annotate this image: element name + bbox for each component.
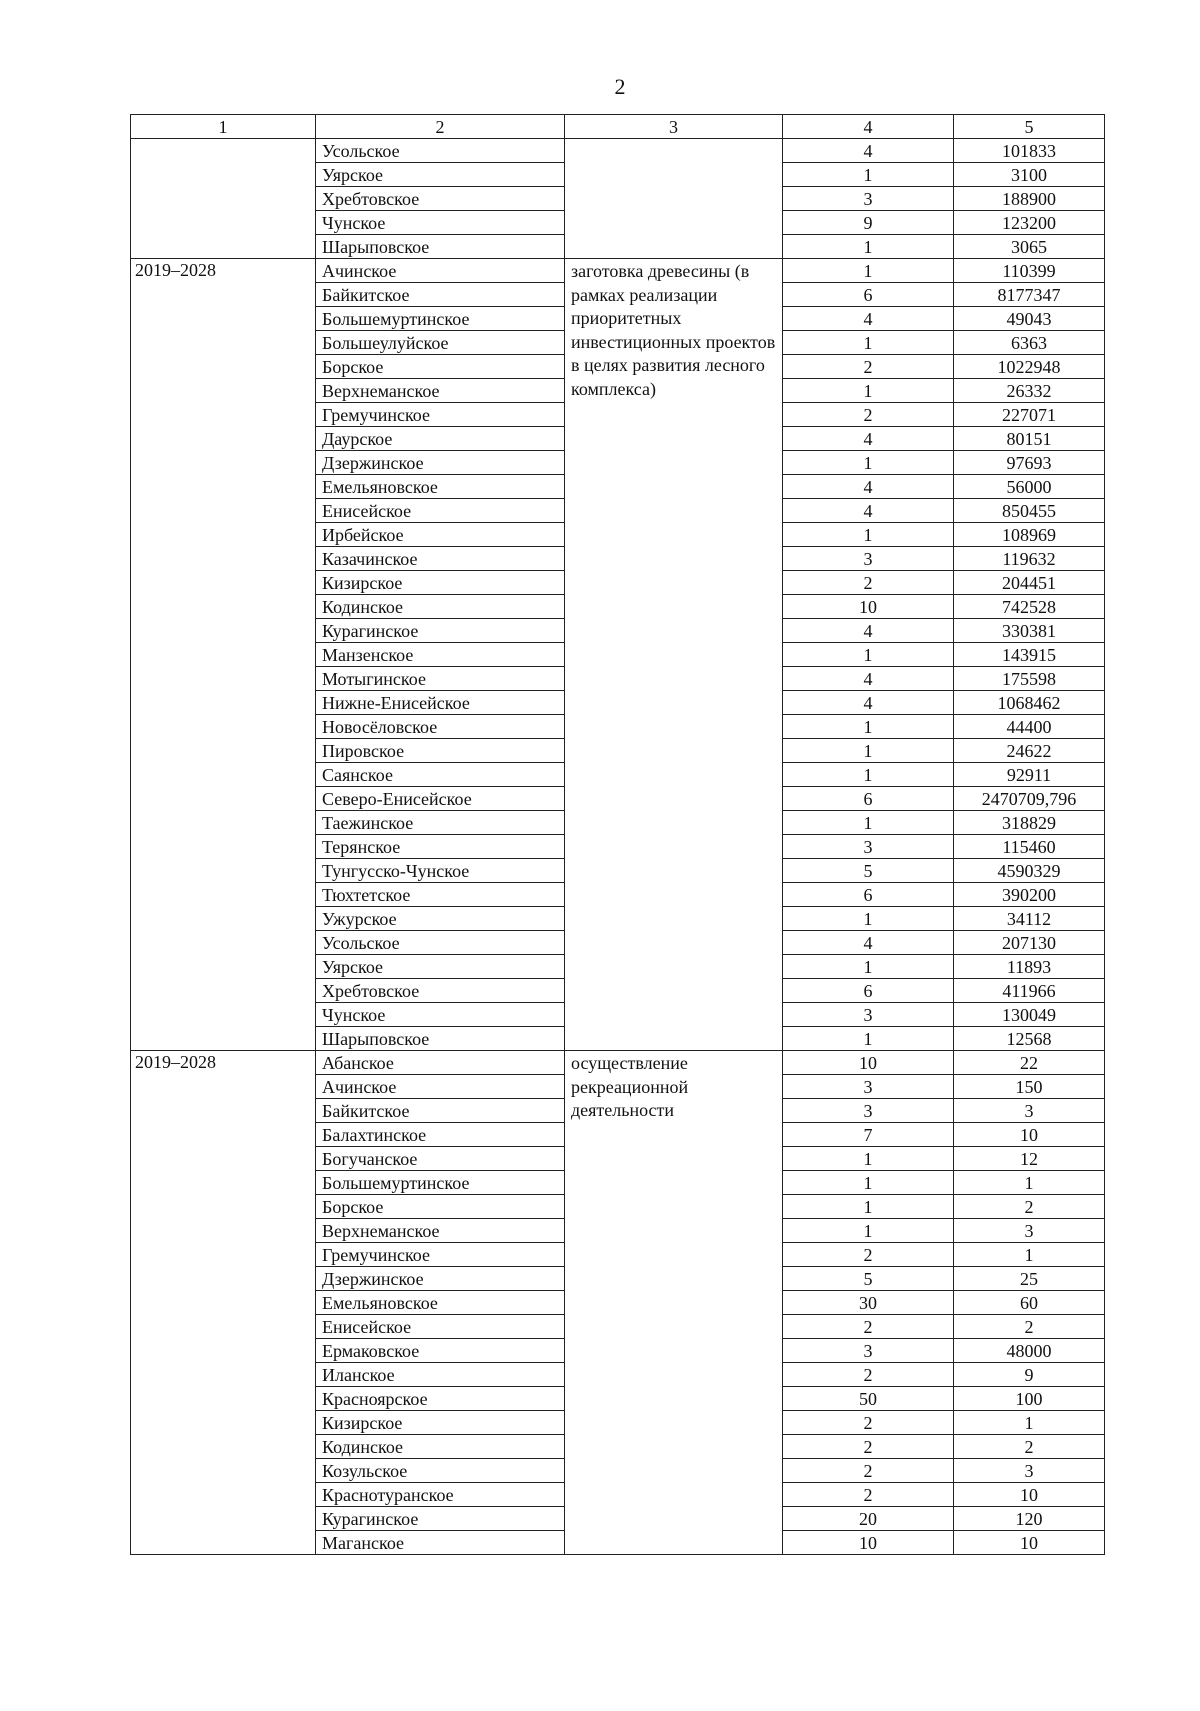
table-body	[131, 115, 1105, 1555]
value-cell: 2	[954, 1195, 1105, 1219]
value-cell: 49043	[954, 307, 1105, 331]
forestry-name-cell: Усольское	[316, 931, 565, 955]
forestry-name-cell: Гремучинское	[316, 1243, 565, 1267]
count-cell: 9	[783, 211, 954, 235]
value-cell: 130049	[954, 1003, 1105, 1027]
count-cell: 1	[783, 955, 954, 979]
forestry-name-cell: Козульское	[316, 1459, 565, 1483]
forestry-name-cell: Балахтинское	[316, 1123, 565, 1147]
value-cell: 100	[954, 1387, 1105, 1411]
count-cell: 6	[783, 283, 954, 307]
value-cell: 6363	[954, 331, 1105, 355]
value-cell: 3	[954, 1459, 1105, 1483]
value-cell: 25	[954, 1267, 1105, 1291]
value-cell: 143915	[954, 643, 1105, 667]
count-cell: 3	[783, 1075, 954, 1099]
value-cell: 92911	[954, 763, 1105, 787]
value-cell: 1	[954, 1411, 1105, 1435]
count-cell: 10	[783, 1531, 954, 1555]
value-cell: 850455	[954, 499, 1105, 523]
value-cell: 1022948	[954, 355, 1105, 379]
forest-use-table	[130, 114, 1105, 1555]
value-cell: 150	[954, 1075, 1105, 1099]
forestry-name-cell: Кодинское	[316, 1435, 565, 1459]
count-cell: 50	[783, 1387, 954, 1411]
count-cell: 1	[783, 1027, 954, 1051]
forestry-name-cell: Ачинское	[316, 259, 565, 283]
count-cell: 5	[783, 859, 954, 883]
value-cell: 3	[954, 1219, 1105, 1243]
count-cell: 4	[783, 931, 954, 955]
forestry-name-cell: Шарыповское	[316, 1027, 565, 1051]
value-cell: 207130	[954, 931, 1105, 955]
value-cell: 1	[954, 1243, 1105, 1267]
count-cell: 2	[783, 1459, 954, 1483]
forestry-name-cell: Ачинское	[316, 1075, 565, 1099]
count-cell: 2	[783, 1243, 954, 1267]
count-cell: 6	[783, 979, 954, 1003]
value-cell: 26332	[954, 379, 1105, 403]
count-cell: 1	[783, 1171, 954, 1195]
forestry-name-cell: Большемуртинское	[316, 307, 565, 331]
value-cell: 4590329	[954, 859, 1105, 883]
value-cell: 97693	[954, 451, 1105, 475]
count-cell: 7	[783, 1123, 954, 1147]
value-cell: 175598	[954, 667, 1105, 691]
count-cell: 2	[783, 355, 954, 379]
value-cell: 108969	[954, 523, 1105, 547]
forestry-name-cell: Усольское	[316, 139, 565, 163]
forestry-name-cell: Дзержинское	[316, 451, 565, 475]
count-cell: 3	[783, 547, 954, 571]
activity-cell	[565, 139, 783, 259]
forestry-name-cell: Терянское	[316, 835, 565, 859]
forestry-name-cell: Байкитское	[316, 283, 565, 307]
forestry-name-cell: Уярское	[316, 163, 565, 187]
period-cell: 2019–2028	[131, 1051, 316, 1555]
forestry-name-cell: Абанское	[316, 1051, 565, 1075]
value-cell: 48000	[954, 1339, 1105, 1363]
page-number: 2	[614, 74, 626, 99]
value-cell: 10	[954, 1483, 1105, 1507]
forestry-name-cell: Тунгусско-Чунское	[316, 859, 565, 883]
value-cell: 123200	[954, 211, 1105, 235]
forestry-name-cell: Богучанское	[316, 1147, 565, 1171]
activity-cell: заготовка древесины (в рамках реализации приоритетных инвестиционных проектов в целях развития лесного комплекса)	[565, 259, 783, 1051]
value-cell: 1068462	[954, 691, 1105, 715]
forestry-name-cell: Ужурское	[316, 907, 565, 931]
count-cell: 4	[783, 499, 954, 523]
value-cell: 390200	[954, 883, 1105, 907]
count-cell: 3	[783, 187, 954, 211]
value-cell: 9	[954, 1363, 1105, 1387]
value-cell: 44400	[954, 715, 1105, 739]
header-cell-1: 1	[131, 115, 316, 139]
count-cell: 10	[783, 595, 954, 619]
value-cell: 742528	[954, 595, 1105, 619]
value-cell: 120	[954, 1507, 1105, 1531]
value-cell: 60	[954, 1291, 1105, 1315]
count-cell: 10	[783, 1051, 954, 1075]
value-cell: 411966	[954, 979, 1105, 1003]
forestry-name-cell: Шарыповское	[316, 235, 565, 259]
forestry-name-cell: Чунское	[316, 1003, 565, 1027]
forestry-name-cell: Большеулуйское	[316, 331, 565, 355]
forestry-name-cell: Курагинское	[316, 1507, 565, 1531]
count-cell: 2	[783, 571, 954, 595]
header-cell-2: 2	[316, 115, 565, 139]
forestry-name-cell: Иланское	[316, 1363, 565, 1387]
forestry-name-cell: Манзенское	[316, 643, 565, 667]
count-cell: 2	[783, 1483, 954, 1507]
forestry-name-cell: Верхнеманское	[316, 379, 565, 403]
forestry-name-cell: Емельяновское	[316, 475, 565, 499]
forestry-name-cell: Казачинское	[316, 547, 565, 571]
value-cell: 80151	[954, 427, 1105, 451]
count-cell: 6	[783, 787, 954, 811]
value-cell: 115460	[954, 835, 1105, 859]
period-cell: 2019–2028	[131, 259, 316, 1051]
count-cell: 4	[783, 475, 954, 499]
count-cell: 1	[783, 1219, 954, 1243]
count-cell: 20	[783, 1507, 954, 1531]
forestry-name-cell: Маганское	[316, 1531, 565, 1555]
forestry-name-cell: Борское	[316, 1195, 565, 1219]
count-cell: 4	[783, 307, 954, 331]
forestry-name-cell: Хребтовское	[316, 979, 565, 1003]
count-cell: 3	[783, 1099, 954, 1123]
count-cell: 2	[783, 1435, 954, 1459]
forestry-name-cell: Кодинское	[316, 595, 565, 619]
forestry-name-cell: Красноярское	[316, 1387, 565, 1411]
value-cell: 24622	[954, 739, 1105, 763]
forestry-name-cell: Таежинское	[316, 811, 565, 835]
value-cell: 227071	[954, 403, 1105, 427]
value-cell: 101833	[954, 139, 1105, 163]
table-row	[131, 139, 1105, 163]
forestry-name-cell: Саянское	[316, 763, 565, 787]
value-cell: 1	[954, 1171, 1105, 1195]
count-cell: 1	[783, 379, 954, 403]
count-cell: 1	[783, 331, 954, 355]
forestry-name-cell: Хребтовское	[316, 187, 565, 211]
value-cell: 318829	[954, 811, 1105, 835]
value-cell: 110399	[954, 259, 1105, 283]
forestry-name-cell: Даурское	[316, 427, 565, 451]
forestry-name-cell: Чунское	[316, 211, 565, 235]
forestry-name-cell: Гремучинское	[316, 403, 565, 427]
count-cell: 3	[783, 835, 954, 859]
value-cell: 10	[954, 1123, 1105, 1147]
count-cell: 5	[783, 1267, 954, 1291]
value-cell: 56000	[954, 475, 1105, 499]
count-cell: 4	[783, 667, 954, 691]
value-cell: 34112	[954, 907, 1105, 931]
value-cell: 12	[954, 1147, 1105, 1171]
count-cell: 1	[783, 259, 954, 283]
forestry-name-cell: Нижне-Енисейское	[316, 691, 565, 715]
period-cell	[131, 139, 316, 259]
value-cell: 204451	[954, 571, 1105, 595]
value-cell: 12568	[954, 1027, 1105, 1051]
value-cell: 3065	[954, 235, 1105, 259]
value-cell: 188900	[954, 187, 1105, 211]
value-cell: 11893	[954, 955, 1105, 979]
count-cell: 30	[783, 1291, 954, 1315]
count-cell: 4	[783, 427, 954, 451]
count-cell: 1	[783, 739, 954, 763]
count-cell: 1	[783, 811, 954, 835]
forestry-name-cell: Кизирское	[316, 571, 565, 595]
forestry-name-cell: Дзержинское	[316, 1267, 565, 1291]
count-cell: 3	[783, 1003, 954, 1027]
forestry-name-cell: Пировское	[316, 739, 565, 763]
forestry-name-cell: Краснотуранское	[316, 1483, 565, 1507]
count-cell: 2	[783, 1411, 954, 1435]
count-cell: 2	[783, 403, 954, 427]
forestry-name-cell: Борское	[316, 355, 565, 379]
forestry-name-cell: Уярское	[316, 955, 565, 979]
forestry-name-cell: Ирбейское	[316, 523, 565, 547]
count-cell: 3	[783, 1339, 954, 1363]
count-cell: 1	[783, 907, 954, 931]
forestry-name-cell: Северо-Енисейское	[316, 787, 565, 811]
count-cell: 1	[783, 715, 954, 739]
value-cell: 10	[954, 1531, 1105, 1555]
activity-cell: осуществление рекреационной деятельности	[565, 1051, 783, 1555]
value-cell: 330381	[954, 619, 1105, 643]
count-cell: 1	[783, 523, 954, 547]
count-cell: 1	[783, 763, 954, 787]
count-cell: 2	[783, 1363, 954, 1387]
count-cell: 2	[783, 1315, 954, 1339]
count-cell: 1	[783, 1195, 954, 1219]
forestry-name-cell: Новосёловское	[316, 715, 565, 739]
value-cell: 3100	[954, 163, 1105, 187]
value-cell: 119632	[954, 547, 1105, 571]
forestry-name-cell: Ермаковское	[316, 1339, 565, 1363]
value-cell: 2470709,796	[954, 787, 1105, 811]
count-cell: 4	[783, 619, 954, 643]
count-cell: 1	[783, 1147, 954, 1171]
forestry-name-cell: Емельяновское	[316, 1291, 565, 1315]
value-cell: 2	[954, 1435, 1105, 1459]
count-cell: 6	[783, 883, 954, 907]
value-cell: 22	[954, 1051, 1105, 1075]
count-cell: 1	[783, 163, 954, 187]
forestry-name-cell: Верхнеманское	[316, 1219, 565, 1243]
forestry-name-cell: Курагинское	[316, 619, 565, 643]
count-cell: 1	[783, 643, 954, 667]
count-cell: 1	[783, 235, 954, 259]
header-cell-4: 4	[783, 115, 954, 139]
forestry-name-cell: Мотыгинское	[316, 667, 565, 691]
forestry-name-cell: Енисейское	[316, 499, 565, 523]
table-row	[131, 1051, 1105, 1075]
count-cell: 1	[783, 451, 954, 475]
count-cell: 4	[783, 139, 954, 163]
header-row	[131, 115, 1105, 139]
value-cell: 3	[954, 1099, 1105, 1123]
header-cell-5: 5	[954, 115, 1105, 139]
forestry-name-cell: Кизирское	[316, 1411, 565, 1435]
forestry-name-cell: Тюхтетское	[316, 883, 565, 907]
header-cell-3: 3	[565, 115, 783, 139]
value-cell: 8177347	[954, 283, 1105, 307]
forestry-name-cell: Енисейское	[316, 1315, 565, 1339]
count-cell: 4	[783, 691, 954, 715]
forestry-name-cell: Большемуртинское	[316, 1171, 565, 1195]
forestry-name-cell: Байкитское	[316, 1099, 565, 1123]
value-cell: 2	[954, 1315, 1105, 1339]
table-row	[131, 259, 1105, 283]
